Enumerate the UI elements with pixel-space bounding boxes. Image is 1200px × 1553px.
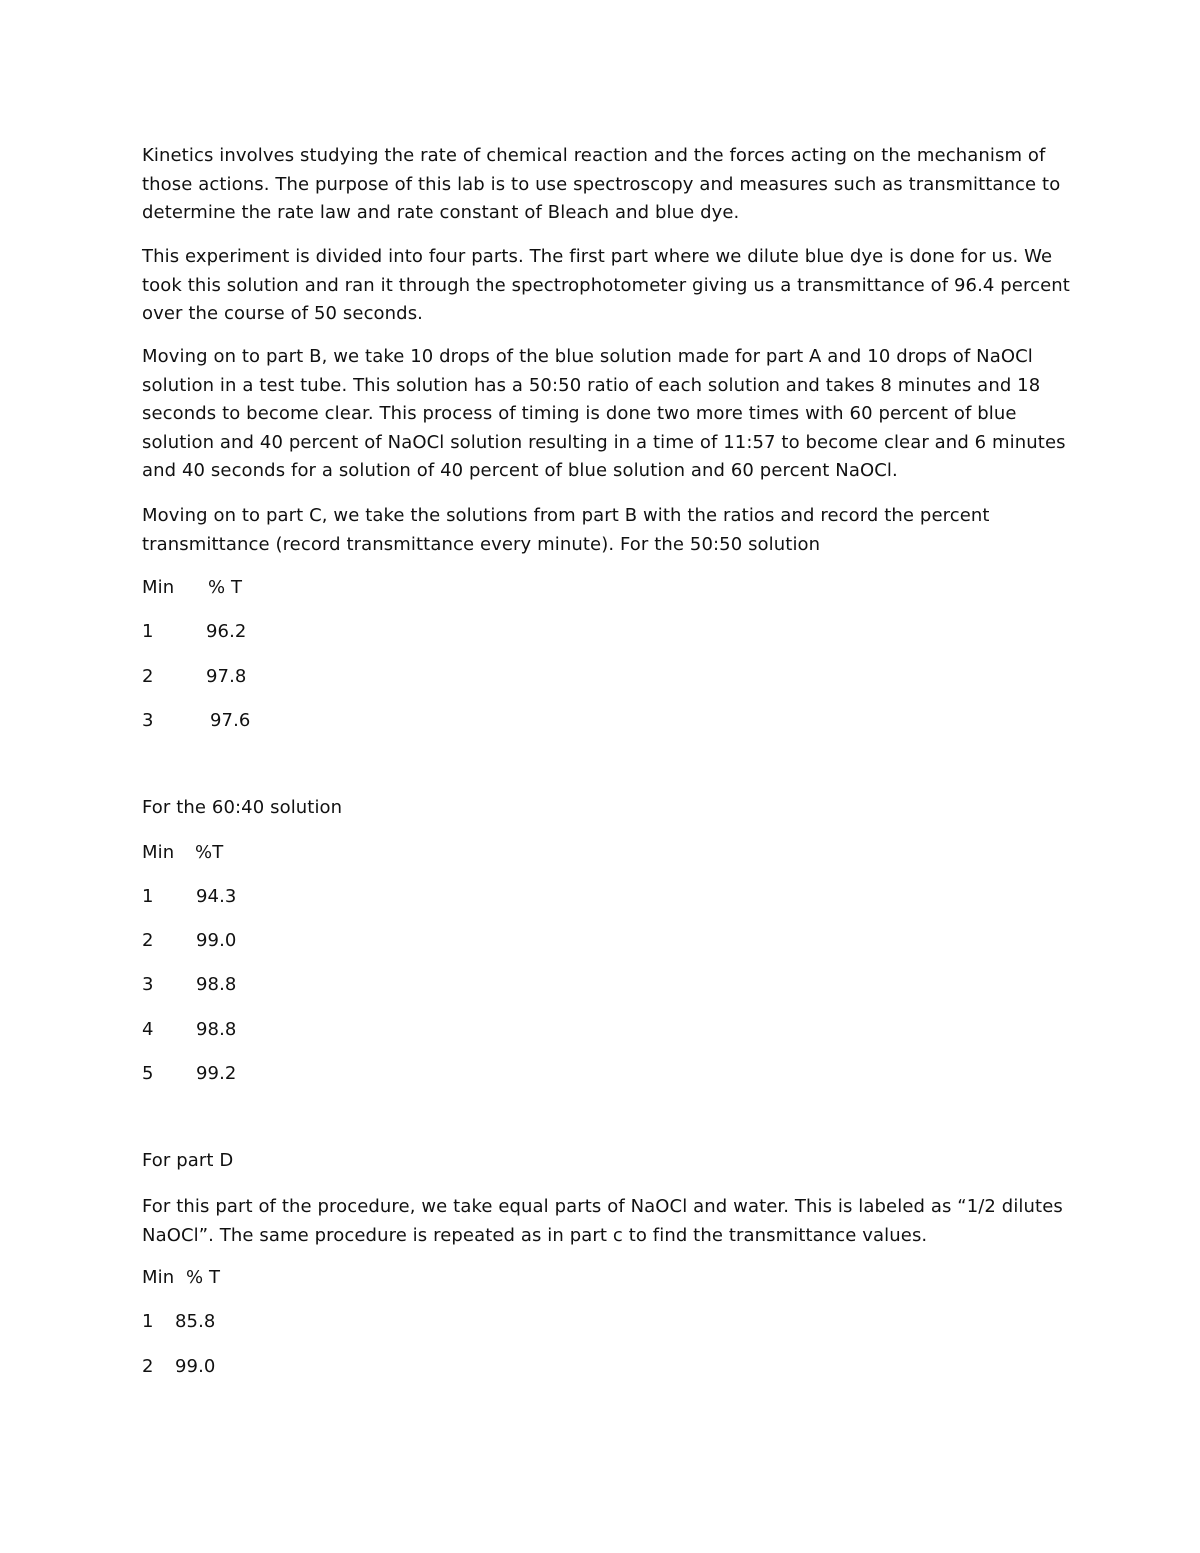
table-row-min: 2 [142, 930, 154, 951]
table-row-min: 3 [142, 710, 154, 731]
table-row-t: 97.6 [210, 710, 251, 731]
table-header-min: Min [142, 1267, 175, 1288]
table-row-min: 2 [142, 1356, 154, 1377]
table-row-t: 97.8 [206, 666, 247, 687]
table-header-t: %T [195, 842, 224, 863]
table-row-min: 3 [142, 974, 154, 995]
table-row-min: 4 [142, 1019, 154, 1040]
table-header-t: % T [186, 1267, 221, 1288]
part-b-paragraph: Moving on to part B, we take 10 drops of the blue solution made for part A and 10 drops of NaOCl solution in a test tube. This solution has a 50:50 ratio of each solution and takes 8 minutes and 18 seconds to become clear. This process of timing is done two more times with 60 percent of blue solution and 40 percent of NaOCl solution resulting in a time of 11:57 to become clear and 6 minutes and 40 seconds for a solution of 40 percent of blue solution and 60 percent NaOCl. [142, 346, 1066, 481]
heading-part-d: For part D [142, 1150, 234, 1171]
part-c-paragraph: Moving on to part C, we take the solutions from part B with the ratios and record the percent transmittance (record transmittance every minute). For the 50:50 solution [142, 505, 990, 555]
table-row-t: 99.0 [175, 1356, 216, 1377]
table-row-min: 5 [142, 1063, 154, 1084]
part-d-paragraph: For this part of the procedure, we take equal parts of NaOCl and water. This is labeled as “1/2 dilutes NaOCl”. The same procedure is repeated as in part c to find the transmittance values. [142, 1196, 1063, 1246]
table-row-t: 94.3 [196, 886, 237, 907]
heading-60-40: For the 60:40 solution [142, 797, 343, 818]
table-row-min: 1 [142, 1311, 154, 1332]
table-row-t: 99.2 [196, 1063, 237, 1084]
intro-paragraph: Kinetics involves studying the rate of chemical reaction and the forces acting on the mechanism of those actions. The purpose of this lab is to use spectroscopy and measures such as transmittance to determine the rate law and rate constant of Bleach and blue dye. [142, 145, 1061, 223]
table-header-t: % T [208, 577, 243, 598]
part-a-paragraph: This experiment is divided into four parts. The first part where we dilute blue dye is done for us. We took this solution and ran it through the spectrophotometer giving us a transmittance of 96.4 percent over the course of 50 seconds. [142, 246, 1070, 324]
table-header-min: Min [142, 577, 175, 598]
table-row-t: 98.8 [196, 974, 237, 995]
table-row-min: 2 [142, 666, 154, 687]
table-row-min: 1 [142, 621, 154, 642]
table-row-t: 98.8 [196, 1019, 237, 1040]
table-row-t: 99.0 [196, 930, 237, 951]
table-row-t: 96.2 [206, 621, 247, 642]
table-row-min: 1 [142, 886, 154, 907]
table-header-min: Min [142, 842, 175, 863]
table-row-t: 85.8 [175, 1311, 216, 1332]
